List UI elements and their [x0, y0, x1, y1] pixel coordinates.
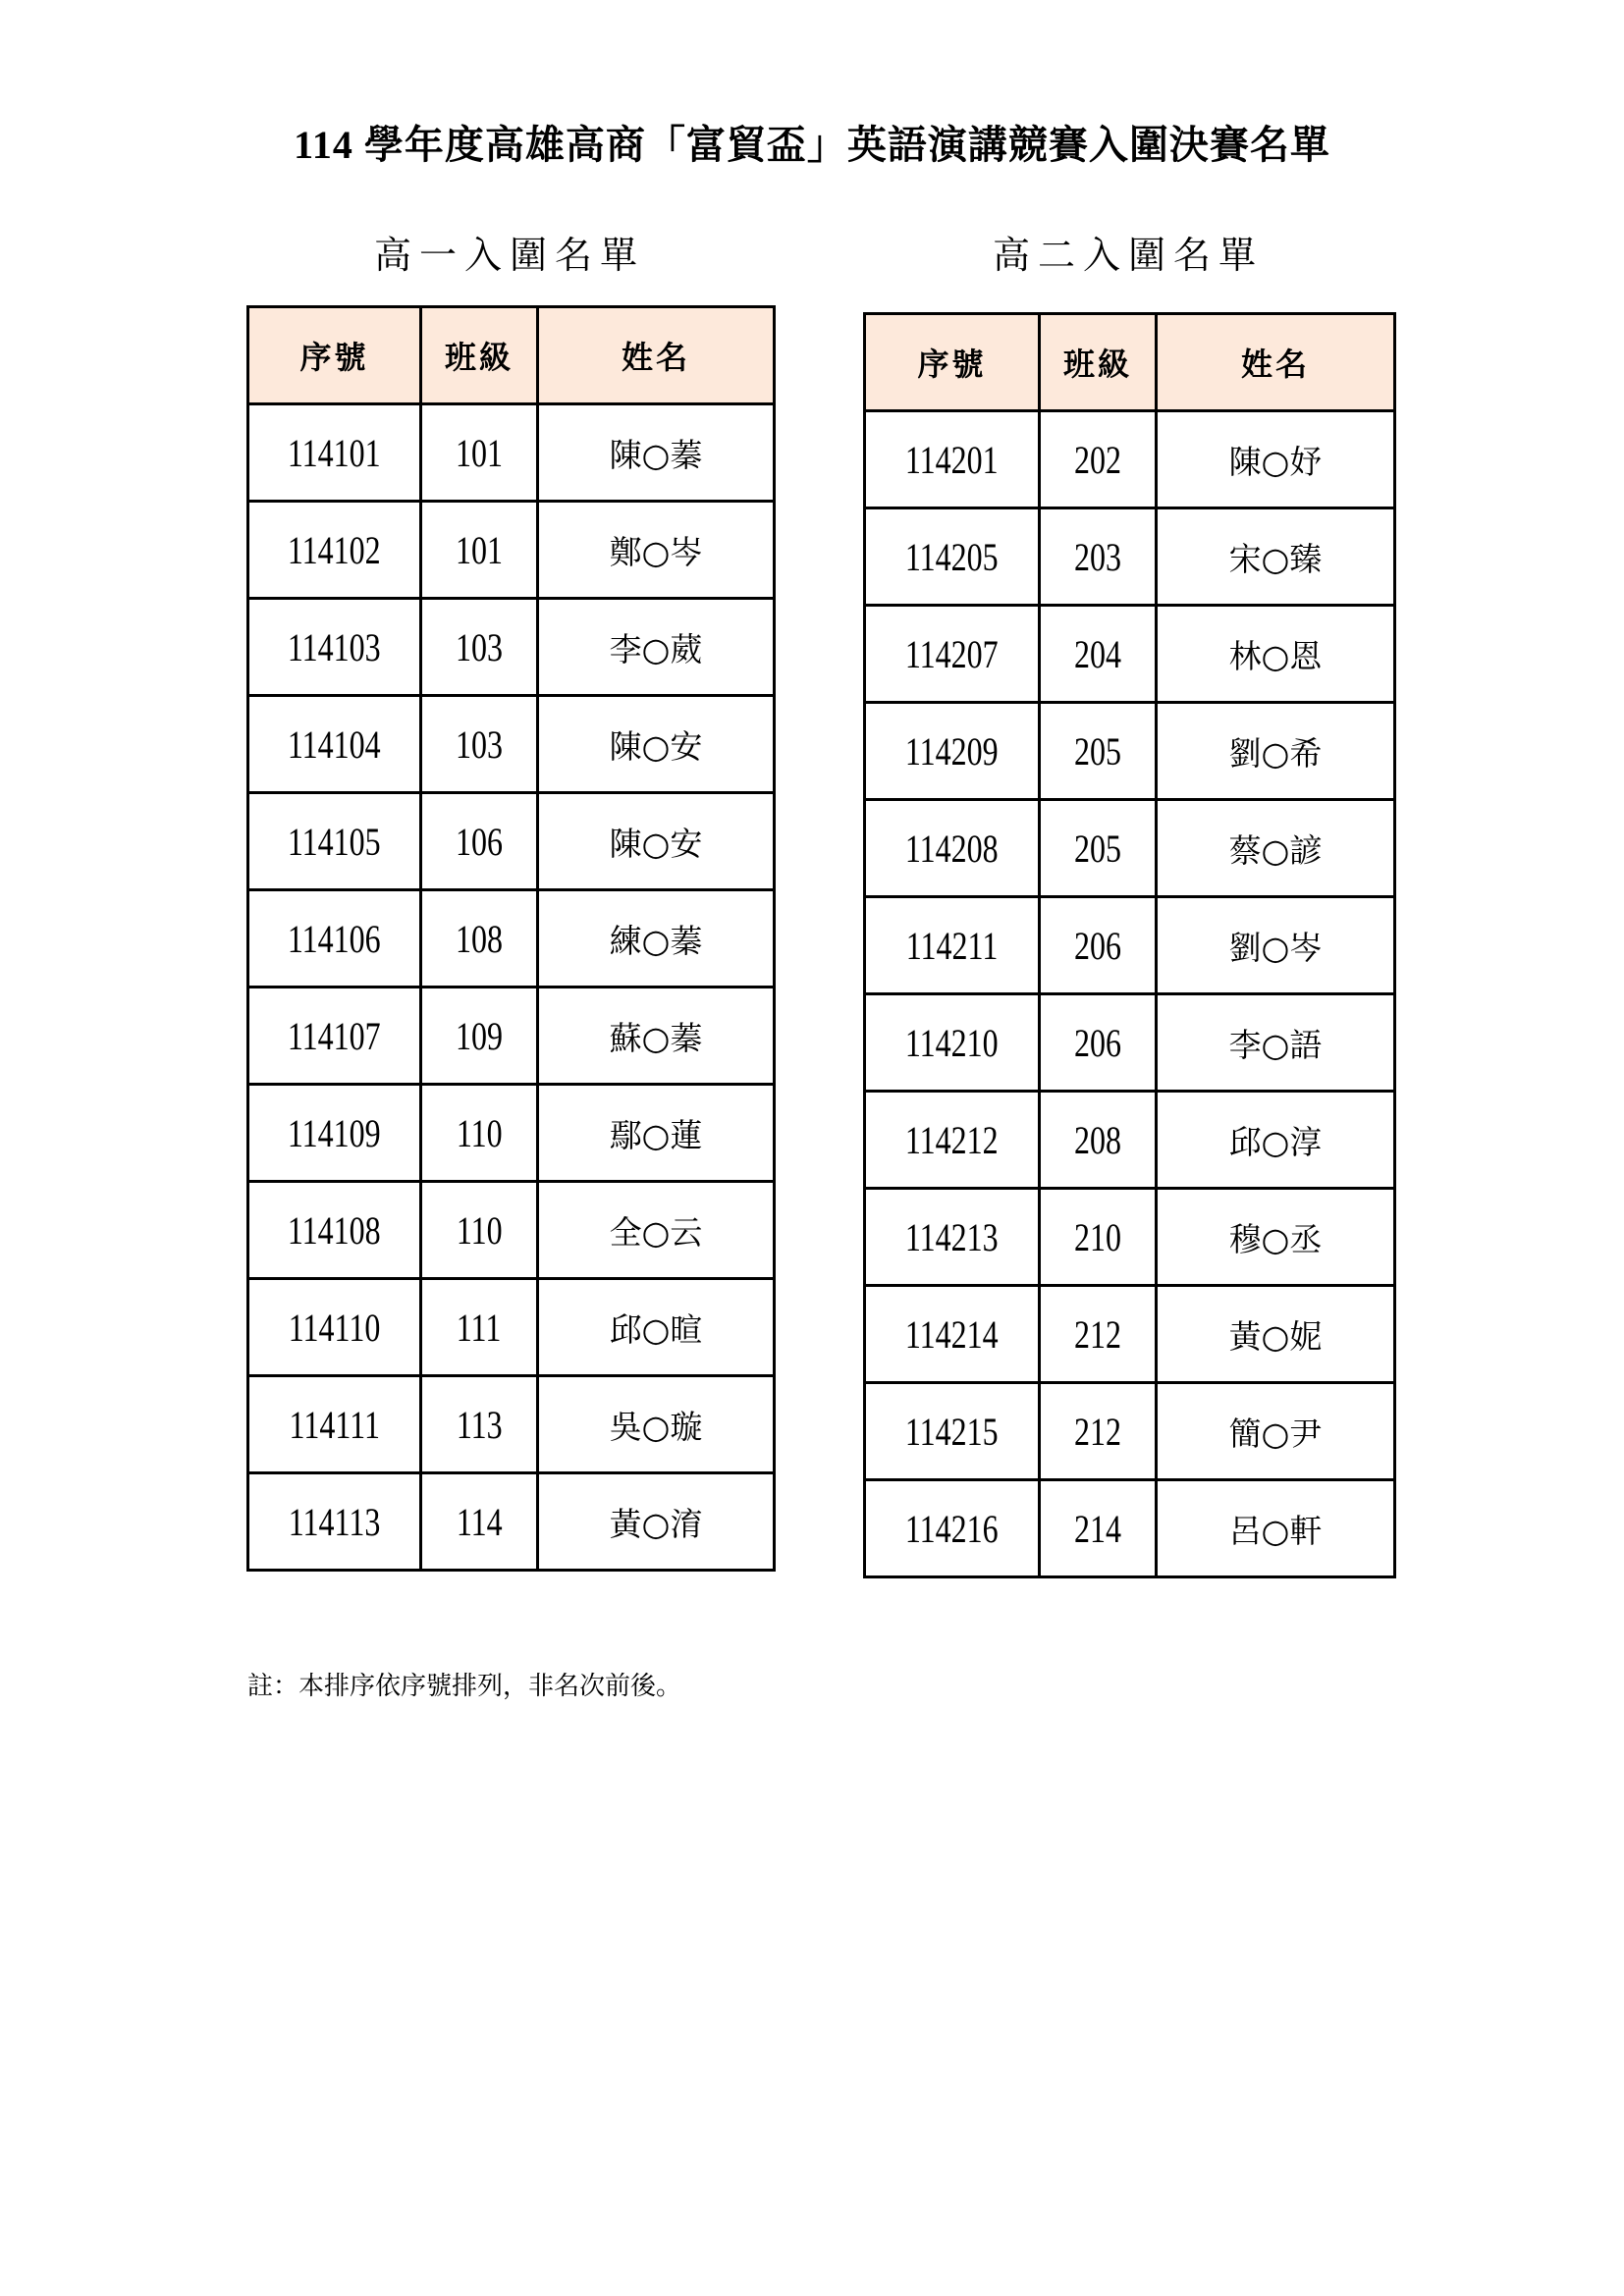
- student-name-cell-text: 穆○丞: [1228, 1219, 1323, 1258]
- student-name-cell-text: 陳○安: [609, 824, 703, 863]
- student-name-cell: [1157, 994, 1395, 1092]
- serial-number-cell: [248, 1279, 421, 1376]
- class-cell: [1040, 800, 1157, 897]
- table-row: [865, 1286, 1395, 1383]
- column-header-serial: 序號: [248, 307, 421, 404]
- student-name-cell-text: 劉○岑: [1228, 928, 1323, 967]
- serial-number-cell: [865, 800, 1040, 897]
- serial-number-cell: [248, 502, 421, 599]
- serial-number-cell: [865, 1092, 1040, 1189]
- table-row: [248, 404, 775, 502]
- column-header-class: 班級: [1040, 314, 1157, 411]
- table-row: [865, 508, 1395, 606]
- serial-number-cell: [865, 1480, 1040, 1577]
- class-cell-text: 106: [456, 819, 503, 864]
- class-cell-text: 103: [456, 624, 503, 669]
- student-name-cell: [1157, 1092, 1395, 1189]
- grade2-finalist-table: [863, 312, 1396, 1578]
- table-row: [248, 502, 775, 599]
- class-cell-text: 205: [1074, 826, 1121, 871]
- serial-number-cell-text: 114207: [905, 631, 999, 676]
- table-row: [865, 1189, 1395, 1286]
- student-name-cell-text: 黃○妮: [1228, 1316, 1323, 1356]
- serial-number-cell-text: 114215: [905, 1409, 999, 1454]
- class-cell-text: 114: [456, 1499, 503, 1544]
- class-cell-text: 210: [1074, 1214, 1121, 1259]
- student-name-cell-text: 陳○安: [609, 726, 703, 766]
- serial-number-cell-text: 114111: [289, 1402, 380, 1447]
- serial-number-cell: [248, 404, 421, 502]
- serial-number-cell-text: 114107: [288, 1013, 381, 1058]
- serial-number-cell-text: 114209: [905, 728, 999, 774]
- serial-number-cell-text: 114201: [905, 437, 999, 482]
- serial-number-cell-text: 114214: [905, 1311, 999, 1357]
- class-cell-text: 214: [1074, 1506, 1121, 1551]
- class-cell-text: 202: [1074, 437, 1121, 482]
- class-cell-text: 205: [1074, 728, 1121, 774]
- student-name-cell-text: 陳○蓁: [609, 435, 703, 474]
- student-name-cell-text: 邱○暄: [609, 1309, 703, 1349]
- class-cell: [421, 1182, 538, 1279]
- table-row: [248, 890, 775, 988]
- serial-number-cell-text: 114212: [905, 1117, 999, 1162]
- serial-number-cell: [248, 1182, 421, 1279]
- class-cell: [421, 696, 538, 793]
- serial-number-cell-text: 114210: [905, 1020, 999, 1065]
- serial-number-cell: [865, 1189, 1040, 1286]
- serial-number-cell: [865, 1286, 1040, 1383]
- table-row: [248, 1473, 775, 1571]
- serial-number-cell-text: 114213: [905, 1214, 999, 1259]
- serial-number-cell-text: 114103: [288, 624, 381, 669]
- class-cell: [421, 793, 538, 890]
- student-name-cell: [1157, 703, 1395, 800]
- student-name-cell-text: 鄢○蓮: [609, 1115, 703, 1154]
- class-cell: [421, 502, 538, 599]
- class-cell: [1040, 897, 1157, 994]
- student-name-cell: [538, 988, 775, 1085]
- student-name-cell: [538, 599, 775, 696]
- student-name-cell-text: 李○語: [1228, 1025, 1323, 1064]
- column-header-serial: 序號: [865, 314, 1040, 411]
- table-header-row: [248, 307, 775, 404]
- serial-number-cell-text: 114109: [288, 1110, 381, 1155]
- student-name-cell-text: 練○蓁: [609, 921, 703, 960]
- student-name-cell-text: 蔡○諺: [1228, 830, 1323, 870]
- class-cell: [421, 599, 538, 696]
- student-name-cell-text: 呂○軒: [1228, 1511, 1323, 1550]
- serial-number-cell-text: 114108: [288, 1207, 381, 1253]
- serial-number-cell: [248, 696, 421, 793]
- class-cell-text: 206: [1074, 923, 1121, 968]
- serial-number-cell: [248, 793, 421, 890]
- serial-number-cell-text: 114216: [905, 1506, 999, 1551]
- serial-number-cell: [248, 988, 421, 1085]
- table-row: [248, 1376, 775, 1473]
- student-name-cell-text: 黃○淯: [609, 1504, 703, 1543]
- serial-number-cell-text: 114208: [905, 826, 999, 871]
- table-row: [248, 1182, 775, 1279]
- student-name-cell-text: 蘇○蓁: [609, 1018, 703, 1057]
- table-row: [865, 703, 1395, 800]
- table-row: [248, 793, 775, 890]
- class-cell: [1040, 1189, 1157, 1286]
- serial-number-cell: [865, 411, 1040, 508]
- class-cell-text: 110: [456, 1207, 503, 1253]
- table-row: [248, 988, 775, 1085]
- class-cell: [421, 1279, 538, 1376]
- student-name-cell: [538, 1279, 775, 1376]
- table-row: [248, 1279, 775, 1376]
- grade2-table-body: [865, 411, 1395, 1577]
- serial-number-cell-text: 114211: [905, 923, 999, 968]
- serial-number-cell-text: 114113: [288, 1499, 381, 1544]
- student-name-cell-text: 陳○妤: [1228, 442, 1323, 481]
- class-cell: [1040, 1286, 1157, 1383]
- class-cell: [1040, 703, 1157, 800]
- class-cell: [421, 1085, 538, 1182]
- class-cell: [421, 988, 538, 1085]
- class-cell-text: 212: [1074, 1311, 1121, 1357]
- class-cell-text: 101: [456, 527, 503, 572]
- class-cell-text: 109: [456, 1013, 503, 1058]
- student-name-cell: [1157, 606, 1395, 703]
- student-name-cell-text: 邱○淳: [1228, 1122, 1323, 1161]
- class-cell: [1040, 1092, 1157, 1189]
- student-name-cell: [538, 1085, 775, 1182]
- serial-number-cell: [865, 606, 1040, 703]
- class-cell: [1040, 606, 1157, 703]
- student-name-cell: [538, 1473, 775, 1571]
- class-cell-text: 204: [1074, 631, 1121, 676]
- serial-number-cell-text: 114106: [288, 916, 381, 961]
- serial-number-cell-text: 114104: [288, 721, 381, 767]
- student-name-cell: [1157, 1286, 1395, 1383]
- student-name-cell-text: 李○葳: [609, 629, 703, 668]
- class-cell-text: 101: [456, 430, 503, 475]
- class-cell-text: 110: [456, 1110, 503, 1155]
- serial-number-cell: [248, 1473, 421, 1571]
- student-name-cell-text: 劉○希: [1228, 733, 1323, 773]
- student-name-cell: [1157, 411, 1395, 508]
- column-header-name: 姓名: [1157, 314, 1395, 411]
- document-title: 114 學年度高雄高商「富貿盃」英語演講競賽入圍決賽名單: [294, 123, 1330, 167]
- serial-number-cell-text: 114102: [288, 527, 381, 572]
- class-cell-text: 212: [1074, 1409, 1121, 1454]
- student-name-cell-text: 全○云: [609, 1212, 703, 1252]
- table-row: [865, 800, 1395, 897]
- class-cell: [1040, 994, 1157, 1092]
- class-cell-text: 103: [456, 721, 503, 767]
- student-name-cell: [538, 793, 775, 890]
- class-cell: [421, 404, 538, 502]
- class-cell: [421, 890, 538, 988]
- grade1-finalist-table: [246, 305, 776, 1572]
- student-name-cell-text: 林○恩: [1228, 636, 1323, 675]
- table-row: [865, 1383, 1395, 1480]
- student-name-cell: [538, 404, 775, 502]
- serial-number-cell-text: 114205: [905, 534, 999, 579]
- student-name-cell: [1157, 1383, 1395, 1480]
- student-name-cell: [538, 1182, 775, 1279]
- grade2-section-title: 高二入圍名單: [992, 234, 1264, 277]
- serial-number-cell: [865, 994, 1040, 1092]
- serial-number-cell: [248, 1376, 421, 1473]
- student-name-cell: [1157, 897, 1395, 994]
- student-name-cell-text: 簡○尹: [1228, 1414, 1323, 1453]
- serial-number-cell: [248, 599, 421, 696]
- class-cell-text: 113: [456, 1402, 503, 1447]
- class-cell: [1040, 1480, 1157, 1577]
- column-header-class: 班級: [421, 307, 538, 404]
- table-row: [865, 897, 1395, 994]
- student-name-cell-text: 宋○臻: [1228, 539, 1323, 578]
- class-cell-text: 208: [1074, 1117, 1121, 1162]
- class-cell: [1040, 411, 1157, 508]
- student-name-cell: [1157, 1189, 1395, 1286]
- student-name-cell: [538, 890, 775, 988]
- grade1-section-title: 高一入圍名單: [373, 234, 645, 277]
- class-cell: [1040, 1383, 1157, 1480]
- class-cell-text: 108: [456, 916, 503, 961]
- serial-number-cell: [865, 1383, 1040, 1480]
- serial-number-cell: [865, 508, 1040, 606]
- class-cell-text: 206: [1074, 1020, 1121, 1065]
- table-row: [865, 1480, 1395, 1577]
- serial-number-cell: [865, 703, 1040, 800]
- student-name-cell: [1157, 508, 1395, 606]
- serial-number-cell-text: 114105: [288, 819, 381, 864]
- table-row: [248, 696, 775, 793]
- serial-number-cell-text: 114101: [288, 430, 381, 475]
- serial-number-cell: [248, 890, 421, 988]
- student-name-cell: [538, 502, 775, 599]
- table-row: [248, 1085, 775, 1182]
- table-row: [865, 606, 1395, 703]
- footnote: 註：本排序依序號排列，非名次前後。: [247, 1672, 682, 1701]
- table-header-row: [865, 314, 1395, 411]
- serial-number-cell: [865, 897, 1040, 994]
- student-name-cell: [1157, 800, 1395, 897]
- student-name-cell: [1157, 1480, 1395, 1577]
- table-row: [248, 599, 775, 696]
- table-row: [865, 411, 1395, 508]
- class-cell-text: 111: [457, 1305, 502, 1350]
- class-cell-text: 203: [1074, 534, 1121, 579]
- serial-number-cell-text: 114110: [288, 1305, 381, 1350]
- student-name-cell-text: 鄭○岑: [609, 532, 703, 571]
- table-row: [865, 994, 1395, 1092]
- class-cell: [1040, 508, 1157, 606]
- column-header-name: 姓名: [538, 307, 775, 404]
- student-name-cell: [538, 1376, 775, 1473]
- student-name-cell-text: 吳○璇: [609, 1407, 703, 1446]
- serial-number-cell: [248, 1085, 421, 1182]
- student-name-cell: [538, 696, 775, 793]
- class-cell: [421, 1473, 538, 1571]
- class-cell: [421, 1376, 538, 1473]
- grade1-table-body: [248, 404, 775, 1571]
- table-row: [865, 1092, 1395, 1189]
